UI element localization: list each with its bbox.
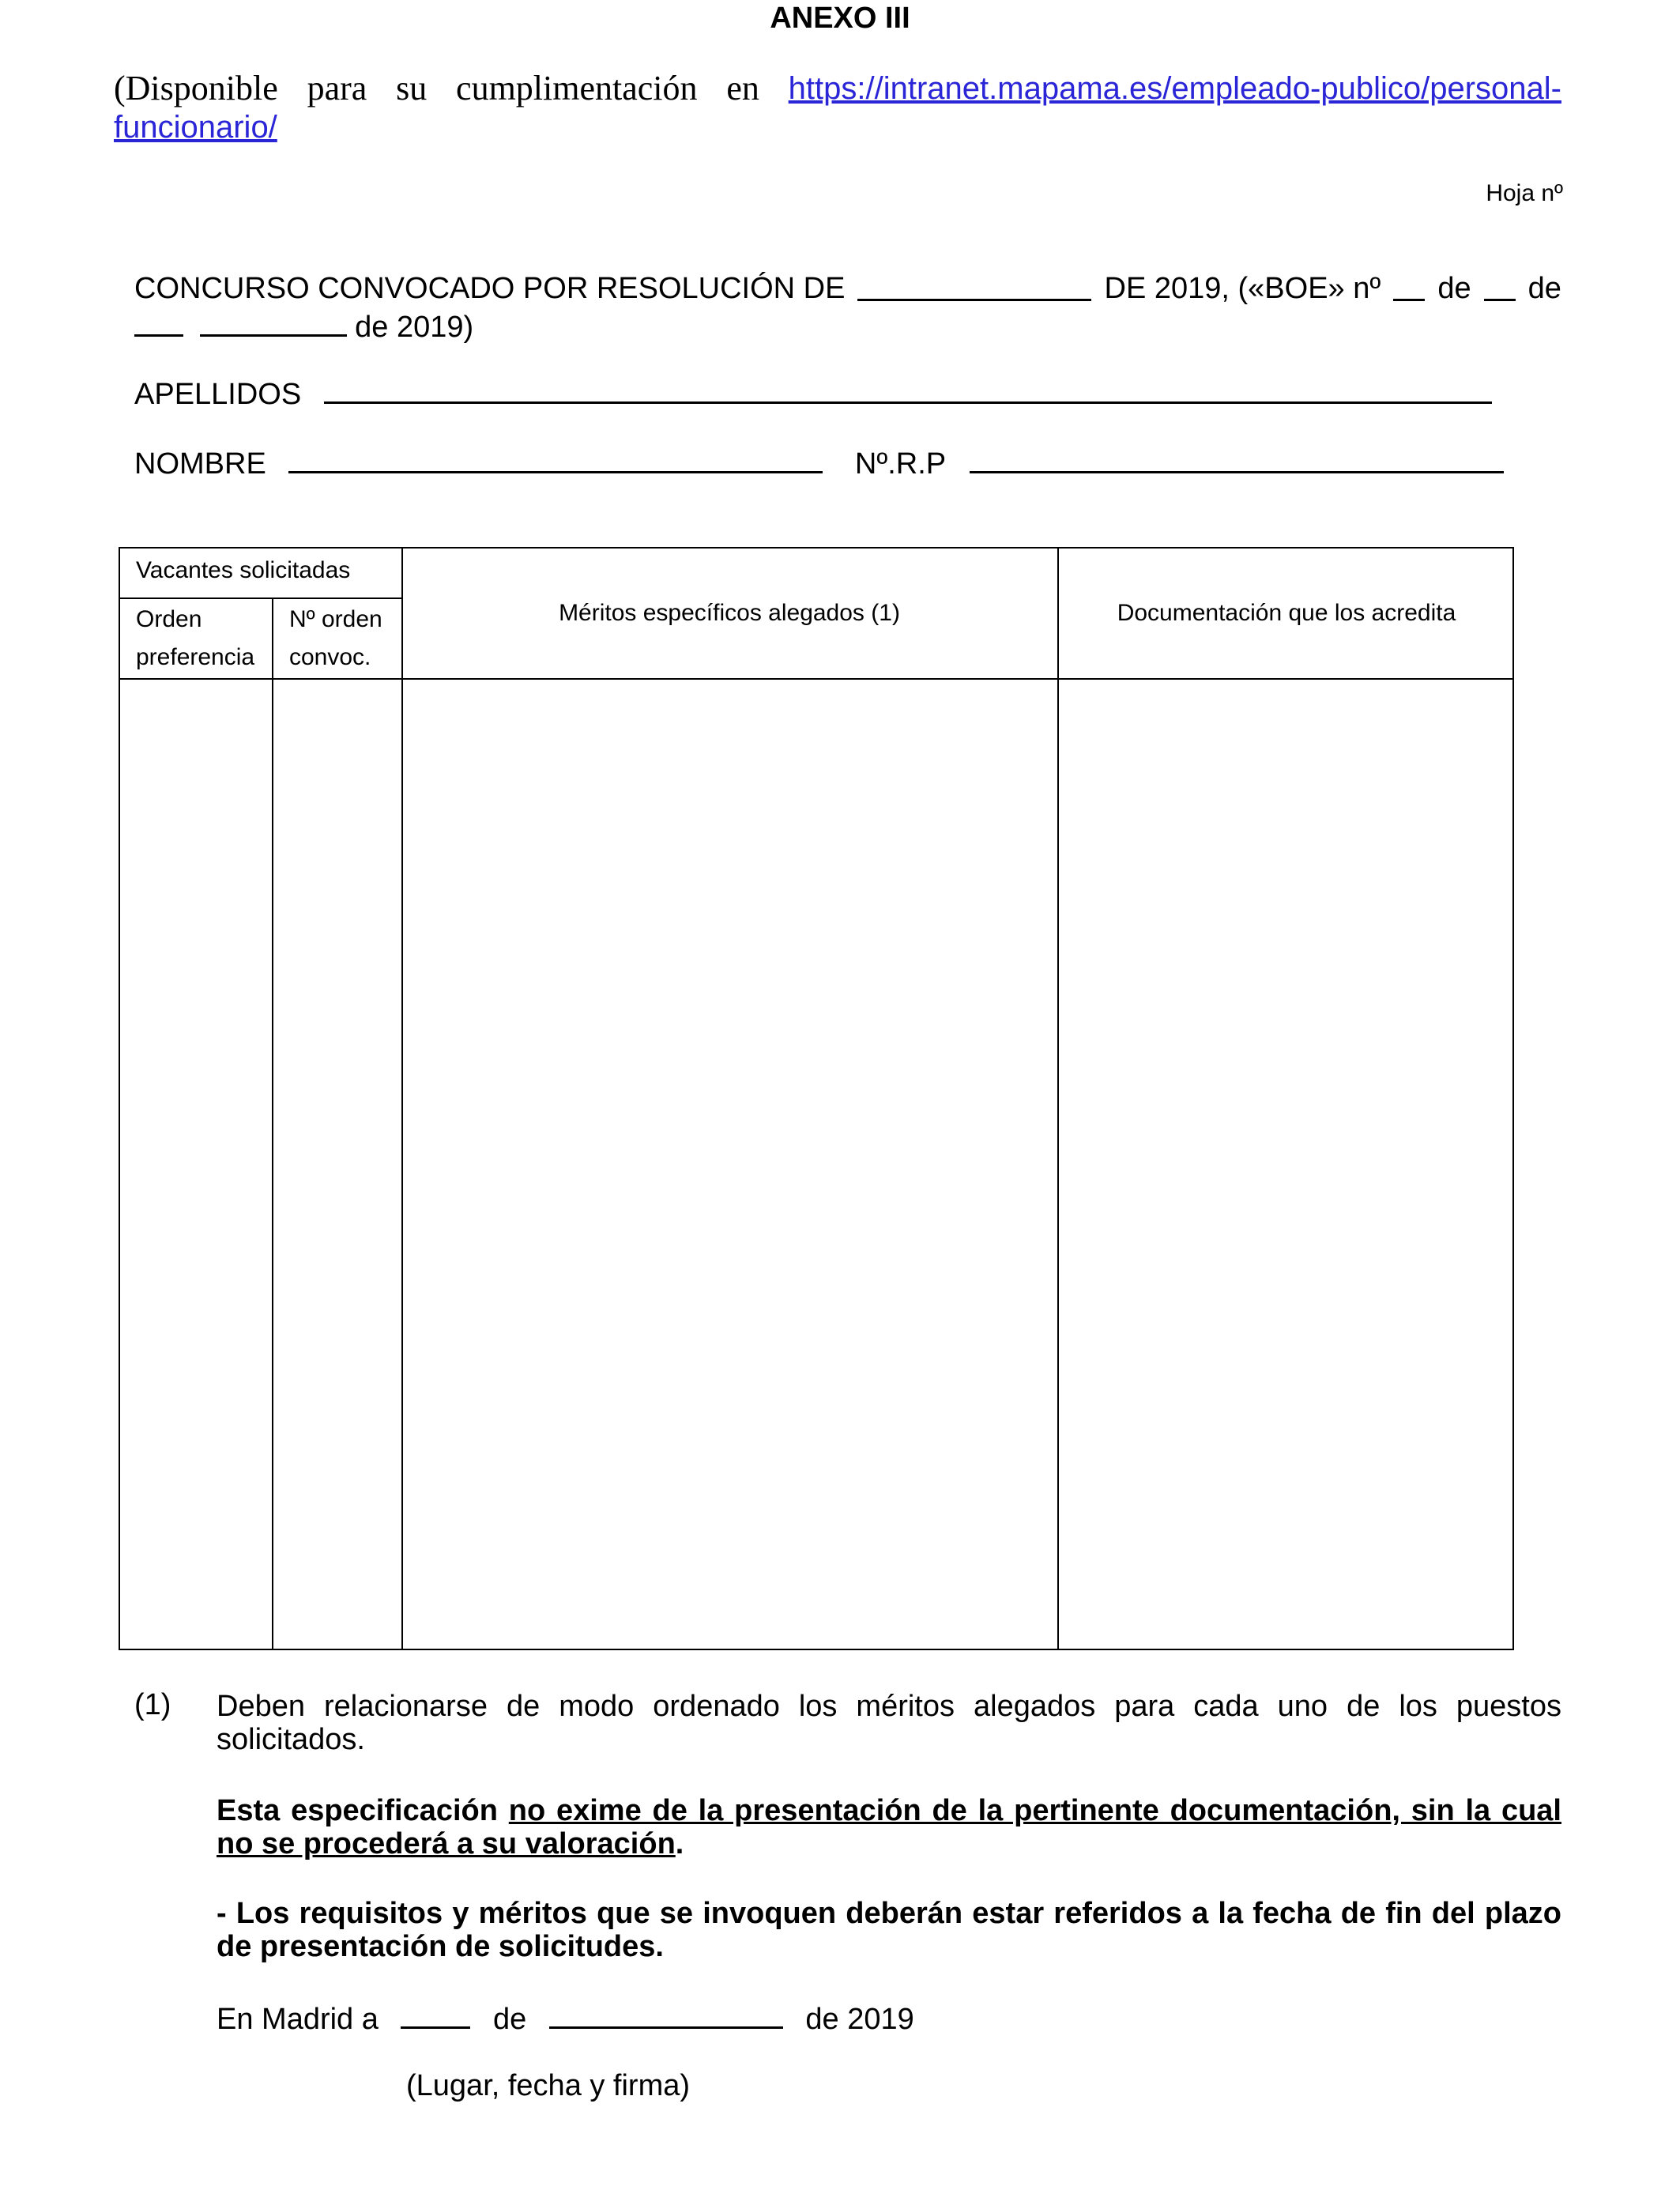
boe-day-field[interactable] [1484, 272, 1516, 301]
order-header [136, 601, 254, 677]
contest-label: CONCURSO CONVOCADO POR RESOLUCIÓN DE [134, 272, 846, 305]
availability-word: (Disponible [114, 69, 278, 107]
vacancies-header: Vacantes solicitadas [136, 557, 351, 583]
boe-number-field[interactable] [1393, 272, 1425, 301]
contest-line [134, 272, 1561, 345]
surname-field[interactable] [324, 375, 1492, 404]
name-field[interactable] [288, 444, 823, 473]
surname-row [134, 375, 1492, 412]
specification-underlined: no exime de la presentación de la pertinente documentación, sin la cual [508, 1794, 1561, 1827]
order-header-line: Orden [136, 606, 202, 632]
contest-year-end: de 2019) [355, 311, 474, 344]
table-divider [120, 598, 401, 599]
contest-year-label: DE 2019, («BOE» nº [1104, 272, 1381, 305]
note-marker: (1) [134, 1688, 171, 1721]
convocation-number-header [289, 601, 382, 677]
specification-underlined: no se procederá a su valoración [217, 1827, 676, 1860]
merits-header: Méritos específicos alegados (1) [559, 600, 900, 626]
documentation-cell[interactable] [1059, 680, 1512, 1649]
boe-day-field-2[interactable] [134, 307, 183, 337]
place-label: En Madrid a [217, 2003, 379, 2036]
intranet-link-continued[interactable]: funcionario/ [114, 110, 277, 145]
requirements-note-continued: de presentación de solicitudes. [217, 1930, 664, 1963]
date-de-label: de [493, 2003, 527, 2036]
name-label: NOMBRE [134, 447, 266, 481]
intranet-link[interactable]: https://intranet.mapama.es/empleado-publico/personal- [788, 71, 1561, 106]
signature-caption: (Lugar, fecha y firma) [406, 2069, 691, 2102]
contest-de-label: de [1437, 272, 1471, 305]
merits-table [119, 547, 1514, 1650]
signature-date-row [217, 2000, 914, 2037]
year-label: de 2019 [805, 2003, 914, 2036]
surname-label: APELLIDOS [134, 378, 302, 411]
convocation-header-line: convoc. [289, 644, 371, 670]
nrp-label: Nº.R.P [854, 447, 946, 481]
day-field[interactable] [401, 2000, 470, 2029]
availability-word: cumplimentación [456, 69, 698, 107]
page-title: ANEXO III [770, 2, 910, 35]
merits-cell[interactable] [403, 680, 1056, 1649]
availability-word: para [307, 69, 367, 107]
nrp-field[interactable] [970, 444, 1504, 473]
requirements-note: - Los requisitos y méritos que se invoquen deberán estar referidos a la fecha de fin del plazo [217, 1897, 1561, 1930]
availability-word: su [396, 69, 428, 107]
availability-word: en [726, 69, 759, 107]
availability-note [114, 70, 1561, 146]
note-text: Deben relacionarse de modo ordenado los méritos alegados para cada uno de los puestos [217, 1690, 1561, 1723]
convocation-header-line: Nº orden [289, 606, 382, 632]
documentation-header: Documentación que los acredita [1117, 600, 1456, 626]
order-header-line: preferencia [136, 644, 255, 670]
name-row [134, 444, 1504, 481]
note-text-continued: solicitados. [217, 1723, 365, 1756]
month-field[interactable] [549, 2000, 783, 2029]
boe-month-field[interactable] [200, 307, 347, 337]
order-cell[interactable] [122, 680, 270, 1649]
specification-period: . [675, 1827, 684, 1860]
sheet-number-label: Hoja nº [1486, 180, 1563, 206]
convocation-number-cell[interactable] [273, 680, 400, 1649]
specification-warning [217, 1793, 1561, 1829]
specification-intro: Esta especificación [217, 1794, 498, 1827]
resolution-date-field[interactable] [857, 272, 1091, 301]
contest-de-label: de [1527, 272, 1561, 305]
specification-warning-continued [217, 1827, 684, 1861]
